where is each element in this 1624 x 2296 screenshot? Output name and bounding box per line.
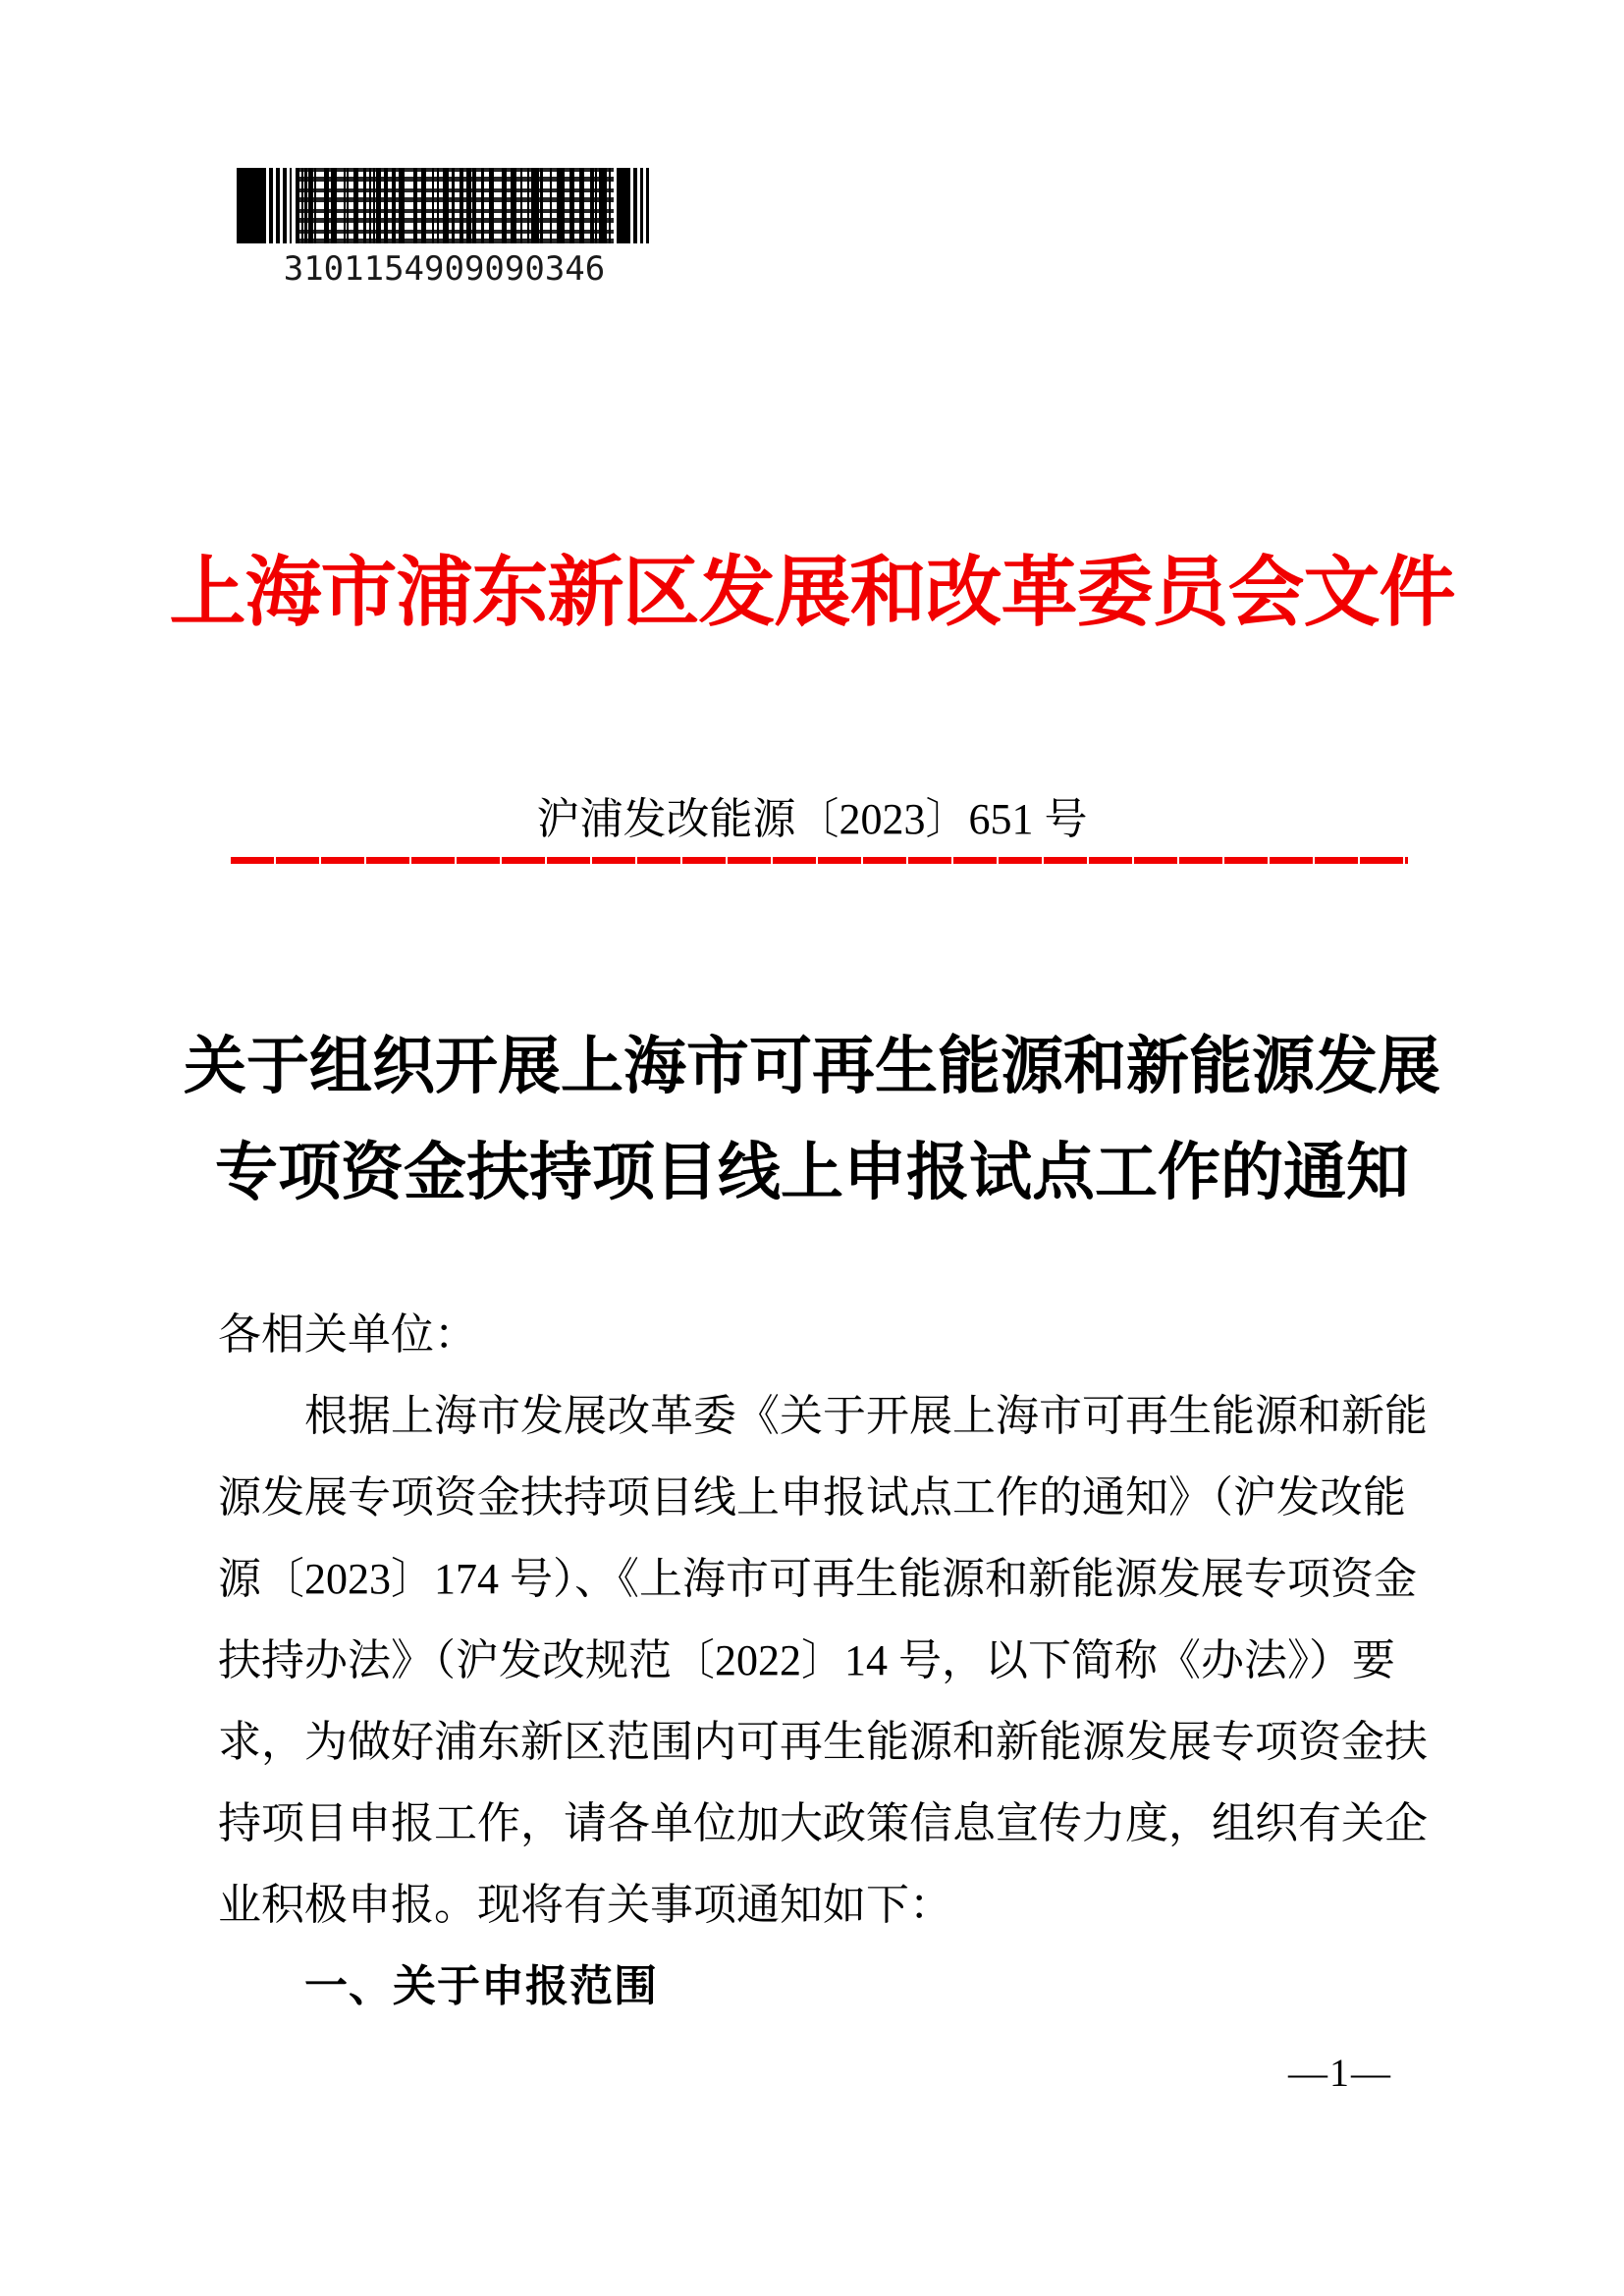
- org-title: 上海市浦东新区发展和改革委员会文件: [169, 550, 1455, 635]
- pdf417-barcode-image: [237, 168, 652, 243]
- doc-number: 沪浦发改能源〔2023〕651 号: [536, 795, 1088, 843]
- paragraph-line: 业积极申报。现将有关事项通知如下：: [218, 1881, 952, 1929]
- red-divider-line: [231, 857, 1408, 864]
- barcode-start-bar: [237, 168, 266, 243]
- doc-title-line2: 专项资金扶持项目线上申报试点工作的通知: [215, 1138, 1409, 1207]
- barcode-start-pattern: [266, 168, 292, 243]
- body-text: [218, 1294, 1428, 2027]
- doc-title-line1: 关于组织开展上海市可再生能源和新能源发展: [184, 1032, 1440, 1101]
- section-heading: 一、关于申报范围: [304, 1962, 658, 2010]
- salutation: 各相关单位：: [218, 1310, 477, 1359]
- barcode-number: 3101154909090346: [283, 249, 606, 289]
- paragraph-line: 持项目申报工作，请各单位加大政策信息宣传力度，组织有关企: [218, 1799, 1428, 1847]
- barcode-block: [237, 168, 652, 289]
- paragraph-line: 根据上海市发展改革委《关于开展上海市可再生能源和新能: [304, 1392, 1428, 1440]
- doc-title: [0, 1014, 1624, 1226]
- page-number: —1—: [1288, 2051, 1392, 2095]
- barcode-data-modules: [296, 168, 614, 243]
- paragraph-line: 求，为做好浦东新区范围内可再生能源和新能源发展专项资金扶: [218, 1718, 1428, 1766]
- paragraph-line: 源〔2023〕174 号）、《上海市可再生能源和新能源发展专项资金: [218, 1555, 1417, 1603]
- paragraph-line: 扶持办法》（沪发改规范〔2022〕14 号，以下简称《办法》）要: [218, 1636, 1395, 1684]
- paragraph-line: 源发展专项资金扶持项目线上申报试点工作的通知》（沪发改能: [218, 1473, 1406, 1522]
- barcode-stop-pattern: [617, 168, 652, 243]
